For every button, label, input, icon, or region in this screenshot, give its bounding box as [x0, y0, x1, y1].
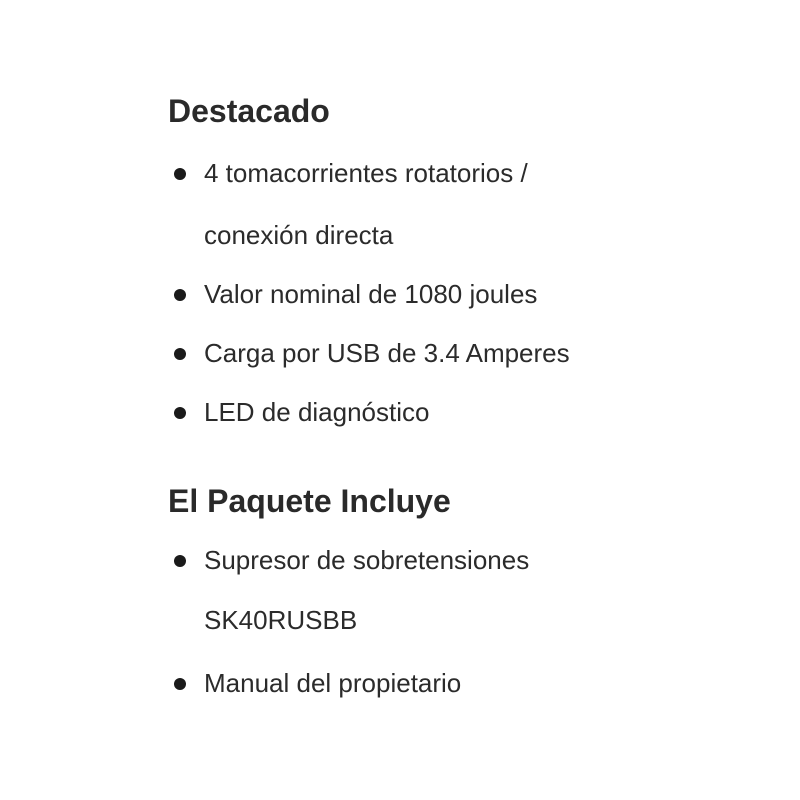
list-item-text: Supresor de sobretensiones — [204, 545, 530, 575]
list-item — [168, 340, 768, 370]
bullet-icon — [174, 289, 186, 301]
bullet-icon — [174, 168, 186, 180]
section-paquete — [168, 485, 768, 517]
list-item-text: LED de diagnóstico — [204, 397, 430, 427]
bullet-icon — [174, 348, 186, 360]
list-item — [168, 670, 768, 700]
list-item-continuation — [168, 222, 768, 252]
section-heading: Destacado — [168, 93, 330, 129]
list-item-continuation — [168, 607, 768, 637]
section-heading: El Paquete Incluye — [168, 483, 451, 519]
list-item — [168, 399, 768, 429]
list-item-text: SK40RUSBB — [204, 605, 358, 635]
list-item-text: 4 tomacorrientes rotatorios / — [204, 158, 528, 188]
list-item-text: Manual del propietario — [204, 668, 462, 698]
list-item — [168, 547, 768, 577]
bullet-icon — [174, 678, 186, 690]
list-item — [168, 160, 768, 190]
bullet-icon — [174, 555, 186, 567]
list-item-text: Carga por USB de 3.4 Amperes — [204, 338, 570, 368]
list-item-text: Valor nominal de 1080 joules — [204, 279, 538, 309]
bullet-icon — [174, 407, 186, 419]
list-item — [168, 281, 768, 311]
list-item-text: conexión directa — [204, 220, 394, 250]
section-destacado — [168, 95, 768, 127]
